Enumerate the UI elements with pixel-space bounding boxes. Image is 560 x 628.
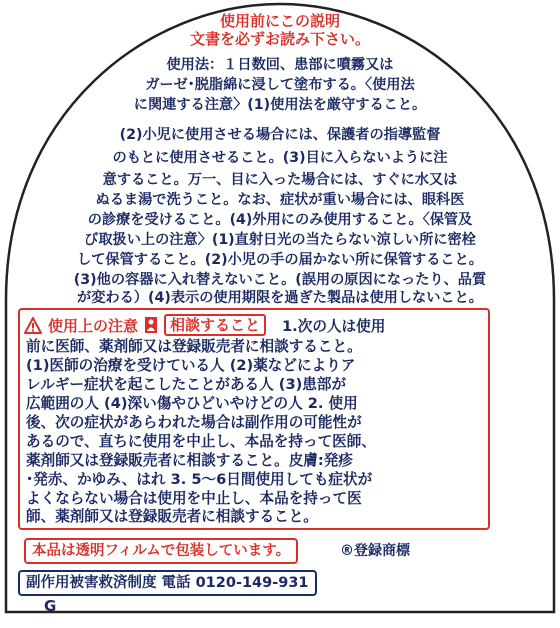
header-line-2: 文書を必ずお読み下さい。: [189, 30, 370, 48]
usage-line: の診療を受けること。(4)外用にのみ使用すること。〈保管及: [87, 212, 473, 228]
usage-line: ガーゼ･脱脂綿に浸して塗布する。〈使用法: [145, 77, 415, 93]
caution-line: 薬剤師又は登録販売者に相談すること。皮膚:発疹: [26, 452, 353, 469]
caution-header: [24, 314, 385, 336]
caution-line: 師、薬剤師又は登録販売者に相談すること。: [26, 508, 318, 525]
caution-line: (1)医師の治療を受けている人 (2)薬などによりア: [26, 357, 356, 374]
caution-line: よくならない場合は使用を中止し、本品を持って医: [26, 490, 362, 507]
consult-badge: 相談すること: [164, 314, 266, 336]
usage-line: び取扱い上の注意〉(1)直射日光の当たらない涼しい所に密栓: [84, 232, 476, 248]
usage-line: ぬるま湯で洗うこと。なお、症状が重い場合には、眼科医: [95, 192, 465, 208]
consult-pictogram-icon: [144, 316, 158, 334]
usage-line: (3)他の容器に入れ替えないこと。(誤用の原因になったり、品質: [73, 272, 487, 288]
film-notice: 本品は透明フィルムで包装しています。: [24, 538, 298, 564]
usage-line: して保管すること。(2)小児の手の届かない所に保管すること。: [77, 252, 483, 268]
caution-line: 広範囲の人 (4)深い傷やひどいやけどの人 2. 使用: [26, 395, 358, 412]
relief-system-phone: 副作用被害救済制度 電話 0120-149-931: [18, 570, 317, 596]
caution-line: 前に医師、薬剤師又は登録販売者に相談すること。: [26, 338, 362, 355]
caution-line: 後、次の症状があらわれた場合は副作用の可能性が: [26, 414, 362, 431]
usage-line: に関連する注意〉(1)使用法を厳守すること。: [133, 97, 427, 113]
trademark-text: ®登録商標: [340, 543, 410, 559]
caution-line: あるので、直ちに使用を中止し、本品を持って医師、: [26, 433, 376, 450]
usage-line: のもとに使用させること。(3)目に入らないように注: [112, 150, 448, 166]
lot-code: G: [44, 597, 57, 615]
caution-first-text: 1.次の人は使用: [282, 317, 386, 335]
warning-triangle-icon: [24, 317, 42, 334]
usage-line: 意すること。万一、目に入った場合には、すぐに水又は: [102, 172, 458, 188]
header-line-1: 使用前にこの説明: [219, 12, 340, 30]
usage-line: 使用法：１日数回、患部に噴霧又は: [166, 57, 394, 73]
caution-title: 使用上の注意: [48, 316, 139, 335]
usage-line: が変わる）(4)表示の使用期限を過ぎた製品は使用しないこと。: [77, 290, 483, 306]
caution-line: ･発赤、かゆみ、はれ 3. 5～6日間使用しても症状が: [26, 471, 373, 488]
usage-line: (2)小児に使用させる場合には、保護者の指導監督: [119, 127, 441, 143]
caution-line: レルギー症状を起こしたことがある人 (3)患部が: [26, 376, 347, 393]
